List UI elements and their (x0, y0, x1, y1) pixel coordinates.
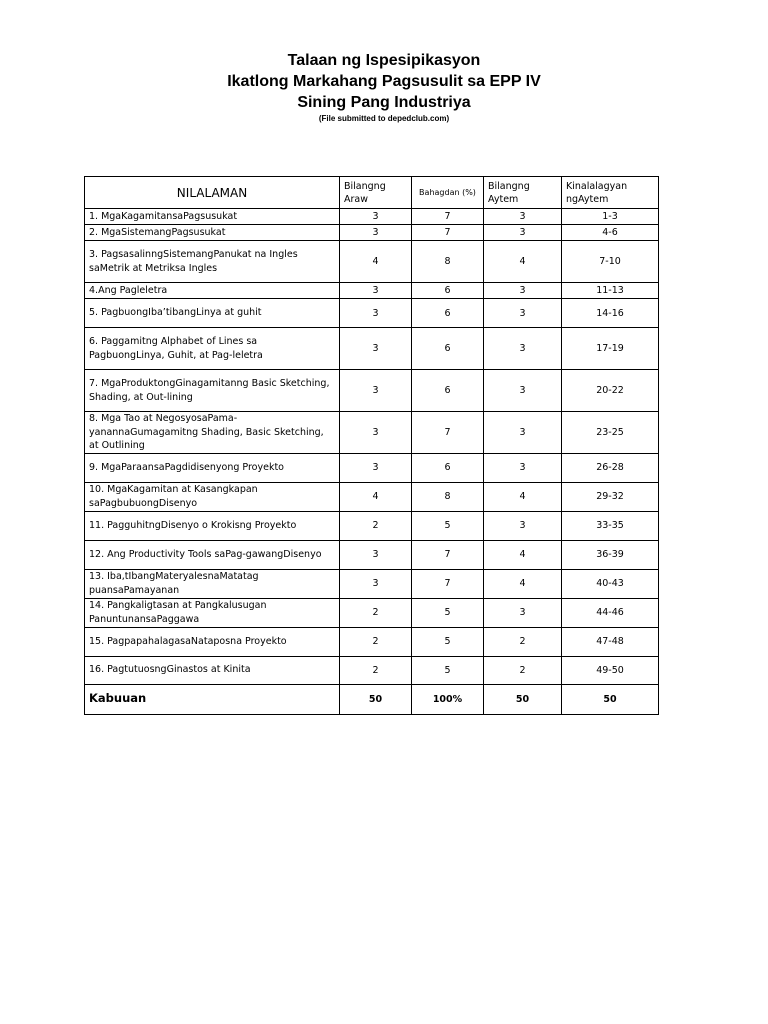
row-days: 4 (340, 241, 412, 283)
total-placement: 50 (562, 684, 659, 714)
row-percent: 5 (412, 656, 484, 684)
row-content: 6. Paggamitng Alphabet of Lines sa PagbuongLinya, Guhit, at Pag-leletra (85, 328, 340, 370)
table-row (85, 209, 659, 225)
row-content: 2. MgaSistemangPagsusukat (85, 225, 340, 241)
row-percent: 5 (412, 598, 484, 627)
table-row (85, 540, 659, 569)
row-days: 2 (340, 598, 412, 627)
row-content: 5. PagbuongIba’tibangLinya at guhit (85, 299, 340, 328)
row-days: 3 (340, 540, 412, 569)
total-percent: 100% (412, 684, 484, 714)
document-subject: Sining Pang Industriya (297, 94, 471, 111)
row-placement: 17-19 (562, 328, 659, 370)
row-percent: 7 (412, 540, 484, 569)
table-row (85, 656, 659, 684)
row-content: 10. MgaKagamitan at Kasangkapan saPagbubuongDisenyo (85, 482, 340, 511)
row-days: 3 (340, 412, 412, 454)
row-percent: 8 (412, 241, 484, 283)
row-percent: 6 (412, 370, 484, 412)
specification-table (84, 176, 659, 715)
row-items: 2 (484, 627, 562, 656)
table-row (85, 627, 659, 656)
row-percent: 7 (412, 569, 484, 598)
table-row (85, 283, 659, 299)
row-content: 9. MgaParaansaPagdidisenyong Proyekto (85, 453, 340, 482)
row-placement: 36-39 (562, 540, 659, 569)
total-days: 50 (340, 684, 412, 714)
total-label: Kabuuan (85, 684, 340, 714)
document-title: Talaan ng Ispesipikasyon (287, 52, 481, 69)
row-days: 3 (340, 569, 412, 598)
row-items: 2 (484, 656, 562, 684)
row-days: 3 (340, 209, 412, 225)
total-row (85, 684, 659, 714)
row-items: 3 (484, 299, 562, 328)
row-content: 3. PagsasalinngSistemangPanukat na Ingles saMetrik at Metriksa Ingles (85, 241, 340, 283)
table-row (85, 412, 659, 454)
row-days: 4 (340, 482, 412, 511)
table-row (85, 598, 659, 627)
row-placement: 20-22 (562, 370, 659, 412)
row-content: 16. PagtutuosngGinastos at Kinita (85, 656, 340, 684)
row-placement: 33-35 (562, 511, 659, 540)
row-placement: 40-43 (562, 569, 659, 598)
row-content: 11. PagguhitngDisenyo o Krokisng Proyekto (85, 511, 340, 540)
row-days: 3 (340, 370, 412, 412)
row-items: 3 (484, 328, 562, 370)
table-row (85, 511, 659, 540)
row-percent: 6 (412, 283, 484, 299)
row-percent: 7 (412, 209, 484, 225)
table-row (85, 299, 659, 328)
row-days: 3 (340, 283, 412, 299)
table-row (85, 241, 659, 283)
row-items: 4 (484, 482, 562, 511)
row-items: 3 (484, 511, 562, 540)
row-items: 4 (484, 569, 562, 598)
row-percent: 5 (412, 511, 484, 540)
row-placement: 1-3 (562, 209, 659, 225)
row-placement: 44-46 (562, 598, 659, 627)
row-items: 3 (484, 370, 562, 412)
header-percent: Bahagdan (%) (412, 177, 484, 209)
row-placement: 47-48 (562, 627, 659, 656)
document-subtitle: Ikatlong Markahang Pagsusulit sa EPP IV (227, 73, 541, 90)
table-row (85, 370, 659, 412)
header-items: Bilangng Aytem (484, 177, 562, 209)
row-content: 8. Mga Tao at NegosyosaPama-yanannaGumagamitng Shading, Basic Sketching, at Outlining (85, 412, 340, 454)
row-percent: 8 (412, 482, 484, 511)
row-content: 14. Pangkaligtasan at Pangkalusugan PanuntunansaPaggawa (85, 598, 340, 627)
row-content: 13. Iba,tIbangMateryalesnaMatatag puansaPamayanan (85, 569, 340, 598)
row-content: 15. PagpapahalagasaNataposna Proyekto (85, 627, 340, 656)
table-row (85, 569, 659, 598)
row-days: 3 (340, 299, 412, 328)
table-header-row (85, 177, 659, 209)
row-placement: 29-32 (562, 482, 659, 511)
row-percent: 5 (412, 627, 484, 656)
row-placement: 49-50 (562, 656, 659, 684)
row-items: 4 (484, 540, 562, 569)
row-items: 3 (484, 225, 562, 241)
row-percent: 7 (412, 412, 484, 454)
row-days: 3 (340, 453, 412, 482)
header-placement: Kinalalagyan ngAytem (562, 177, 659, 209)
row-content: 7. MgaProduktongGinagamitanng Basic Sketching, Shading, at Out-lining (85, 370, 340, 412)
row-items: 3 (484, 453, 562, 482)
row-placement: 7-10 (562, 241, 659, 283)
table-row (85, 225, 659, 241)
row-items: 3 (484, 412, 562, 454)
row-placement: 11-13 (562, 283, 659, 299)
header-days: Bilangng Araw (340, 177, 412, 209)
row-percent: 7 (412, 225, 484, 241)
row-content: 12. Ang Productivity Tools saPag-gawangDisenyo (85, 540, 340, 569)
row-content: 4.Ang Pagleletra (85, 283, 340, 299)
row-placement: 26-28 (562, 453, 659, 482)
row-days: 3 (340, 225, 412, 241)
row-placement: 14-16 (562, 299, 659, 328)
row-items: 4 (484, 241, 562, 283)
row-days: 2 (340, 511, 412, 540)
row-items: 3 (484, 598, 562, 627)
header-content: NILALAMAN (85, 177, 340, 209)
source-note: (File submitted to depedclub.com) (318, 114, 450, 123)
row-placement: 4-6 (562, 225, 659, 241)
row-days: 2 (340, 656, 412, 684)
row-placement: 23-25 (562, 412, 659, 454)
row-items: 3 (484, 283, 562, 299)
row-percent: 6 (412, 453, 484, 482)
row-days: 3 (340, 328, 412, 370)
document-header (0, 50, 768, 124)
table-row (85, 328, 659, 370)
row-items: 3 (484, 209, 562, 225)
row-percent: 6 (412, 299, 484, 328)
table-row (85, 453, 659, 482)
row-content: 1. MgaKagamitansaPagsusukat (85, 209, 340, 225)
row-percent: 6 (412, 328, 484, 370)
table-row (85, 482, 659, 511)
row-days: 2 (340, 627, 412, 656)
total-items: 50 (484, 684, 562, 714)
